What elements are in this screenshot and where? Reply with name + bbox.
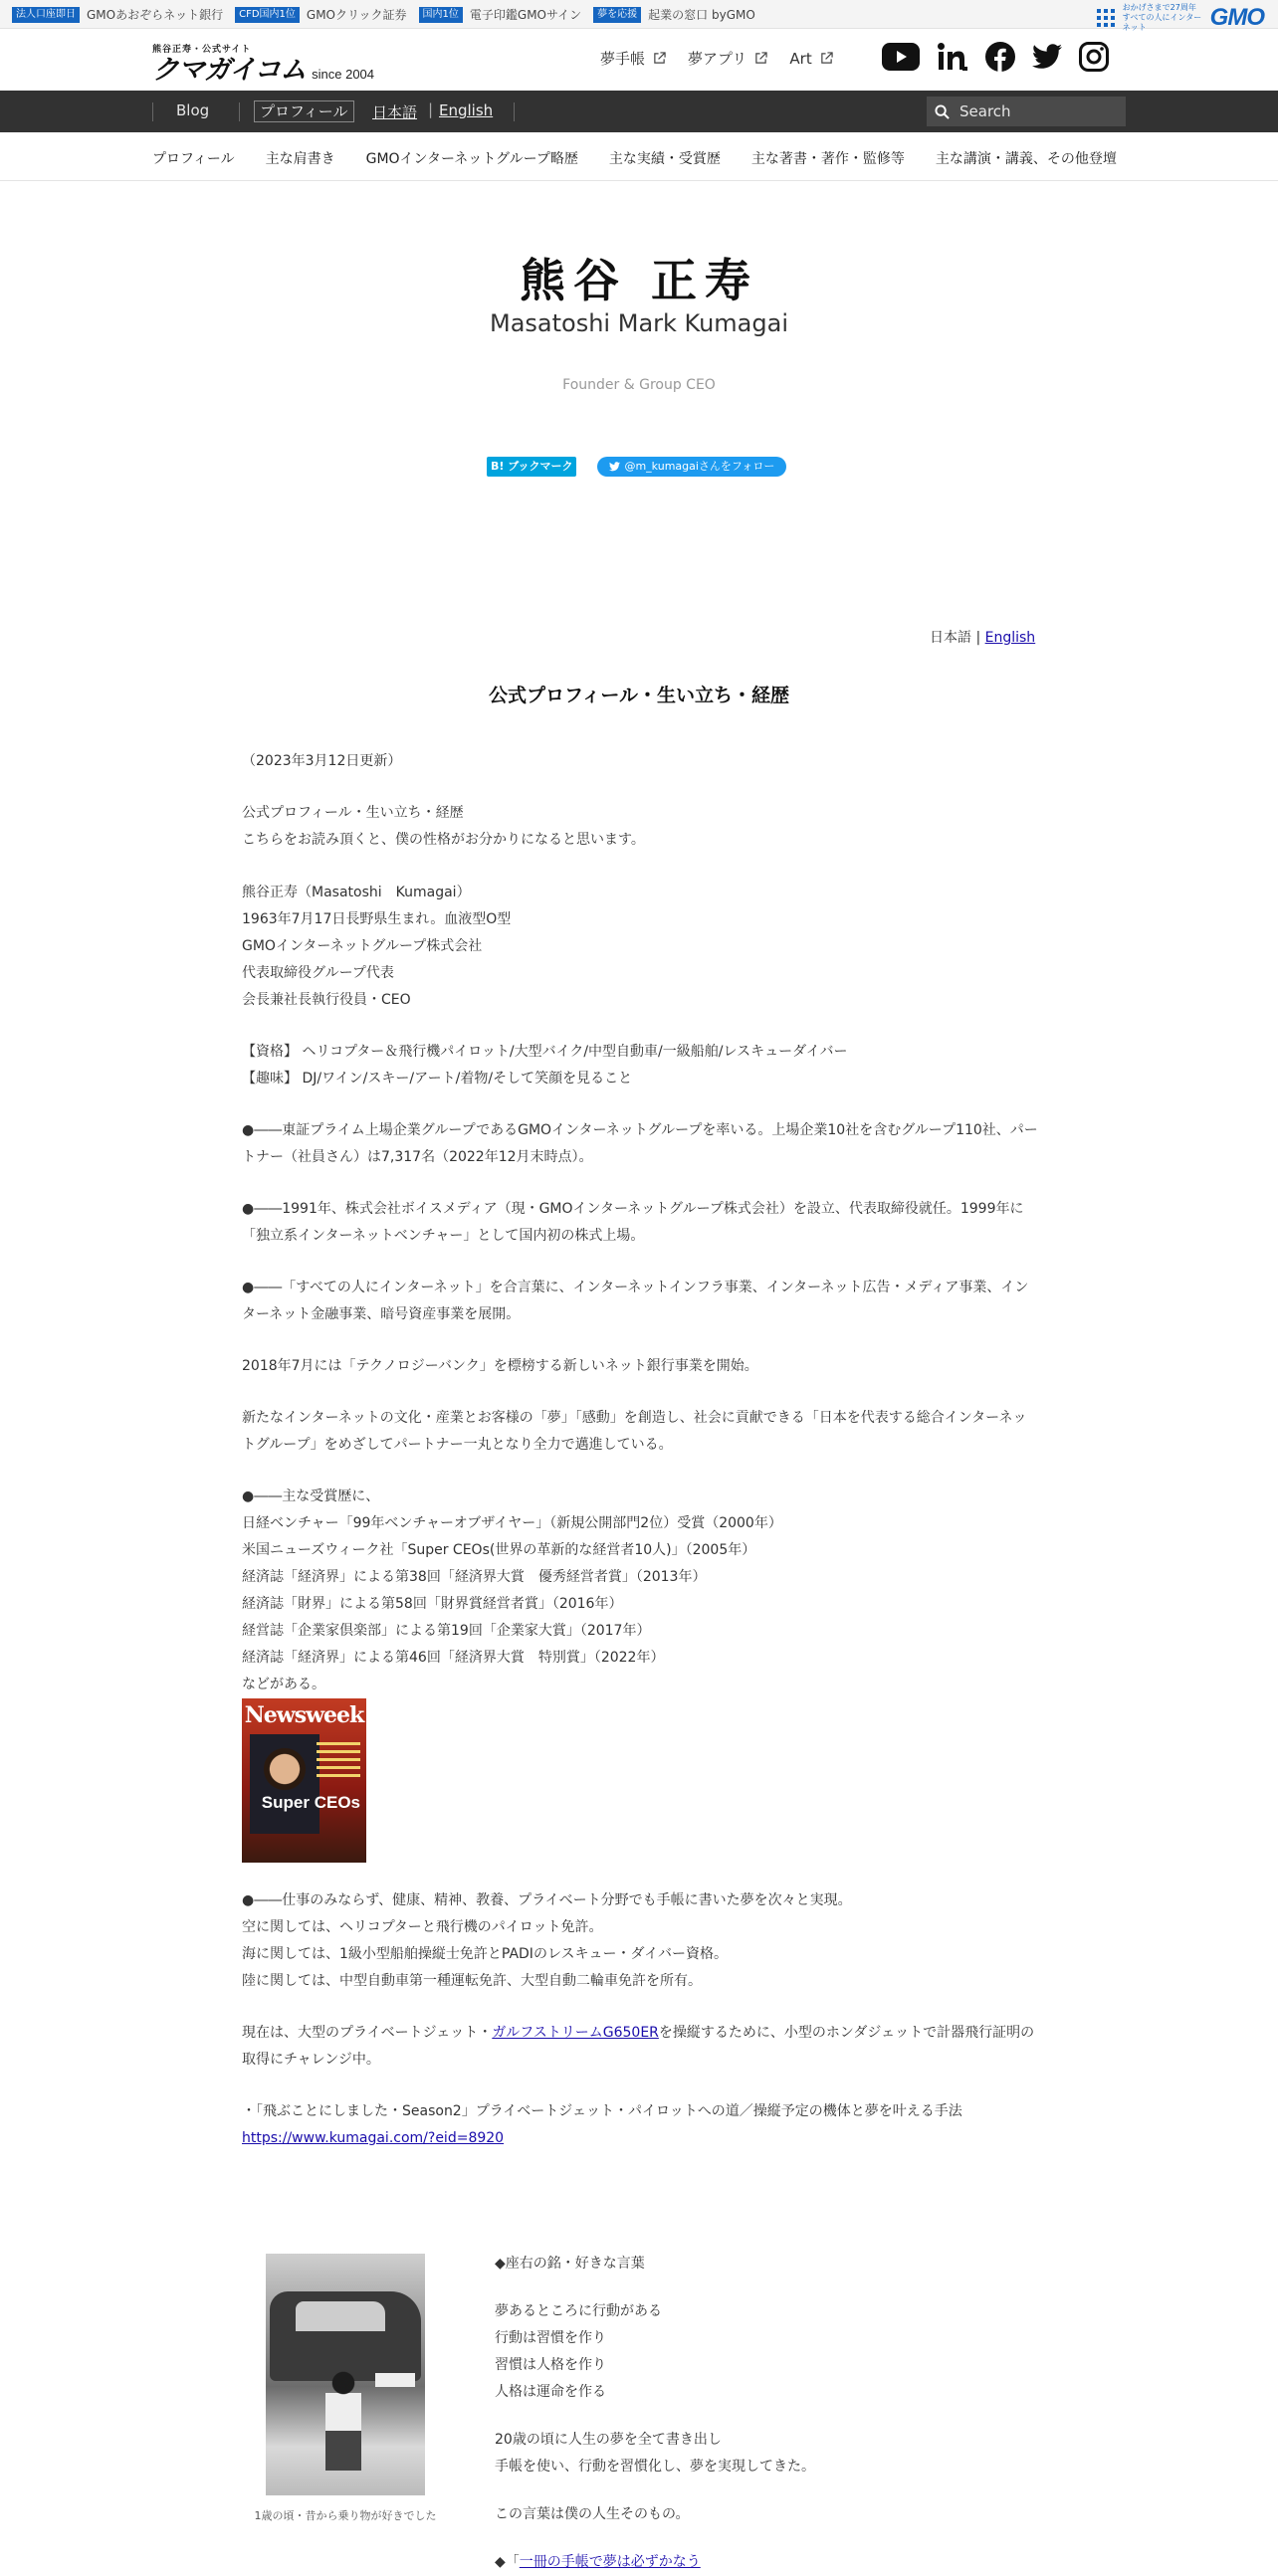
gmo-group-links	[12, 6, 767, 23]
blog-link[interactable]: Blog	[176, 101, 210, 119]
cover-portrait	[250, 1734, 320, 1834]
book-heading-prefix: ◆「	[495, 2554, 520, 2570]
share-buttons	[487, 457, 786, 477]
lang-en-link[interactable]: English	[439, 101, 494, 119]
logo-wordmark	[152, 55, 374, 90]
subnav-gmo-history[interactable]: GMOインターネットグループ略歴	[365, 151, 578, 167]
logo-main-text: クマガイコム	[152, 55, 307, 85]
subnav-profile[interactable]: プロフィール	[152, 151, 235, 167]
profile-subnav	[0, 133, 1278, 181]
techo-book-link[interactable]: 一冊の手帳で夢は必ずかなう	[519, 2554, 701, 2570]
jet-paragraph	[242, 2020, 1038, 2074]
search-icon	[935, 104, 950, 119]
award-line: 米国ニューズウィーク社「Super CEOs(世界の革新的な経営者10人)」（2005年）	[242, 1542, 756, 1558]
bio-line: 熊谷正寿（Masatoshi Kumagai）	[242, 885, 471, 900]
childhood-photo	[266, 2254, 425, 2495]
hatena-bookmark-button[interactable]: B! ブックマーク	[487, 457, 576, 477]
season2-url-link[interactable]: https://www.kumagai.com/?eid=8920	[242, 2130, 505, 2146]
jet-text-before: 現在は、大型のプライベートジェット・	[242, 2025, 493, 2041]
gmo-logo[interactable]: GMO	[1209, 4, 1264, 31]
strip-badge[interactable]: 国内1位	[419, 7, 463, 23]
skills-block	[242, 1039, 1038, 1092]
jet-text-after: を操縦するために、小型のホンダジェットで計器飛行証明の取得にチャレンジ中。	[242, 2025, 1035, 2068]
dream-line: 海に関しては、1級小型船舶操縦士免許とPADIのレスキュー・ダイバー資格。	[242, 1946, 728, 1962]
profile-name-ja: 熊谷 正寿	[519, 254, 758, 307]
nav-label: 夢アプリ	[688, 50, 747, 68]
awards-block	[242, 1484, 1038, 1698]
nav-label: Art	[789, 49, 812, 68]
profile-name-en: Masatoshi Mark Kumagai	[490, 309, 788, 337]
profile-role: Founder & Group CEO	[562, 377, 716, 393]
external-link-icon	[754, 52, 767, 65]
award-line: 経済誌「財界」による第58回「財界賞経営者賞」（2016年）	[242, 1596, 623, 1612]
bio-line: 1963年7月17日長野県生まれ。血液型O型	[242, 911, 512, 927]
nav-yume-techo[interactable]	[600, 48, 666, 69]
social-links	[882, 42, 1126, 72]
photo-caption: 1歳の頃・昔から乗り物が好きでした	[254, 2509, 437, 2522]
external-link-icon	[820, 52, 833, 65]
dream-line: ●――仕事のみならず、健康、精神、教養、プライベート分野でも手帳に書いた夢を次々と実現。	[242, 1892, 852, 1908]
award-line: ●――主な受賞歴に、	[242, 1488, 380, 1504]
motto-note-line: 20歳の頃に人生の夢を全て書き出し	[495, 2432, 722, 2448]
article-lang-en-link[interactable]: English	[984, 630, 1036, 646]
photo-plate	[375, 2373, 415, 2387]
strip-badge[interactable]: 法人口座即日	[12, 7, 80, 23]
profile-link[interactable]: プロフィール	[254, 100, 354, 122]
motto-line: 行動は習慣を作り	[495, 2330, 606, 2346]
motto-line: 夢あるところに行動がある	[495, 2303, 662, 2319]
twitter-follow-button[interactable]	[597, 457, 786, 477]
site-logo[interactable]	[152, 42, 374, 90]
motto-note-line: 手帳を使い、行動を習慣化し、夢を実現してきた。	[495, 2459, 815, 2475]
dark-nav-bar	[0, 91, 1278, 132]
hobbies: 【趣味】 DJ/ワイン/スキー/アート/着物/そして笑顔を見ること	[242, 1071, 633, 1087]
search-input[interactable]	[959, 102, 1119, 120]
award-line: 経済誌「経済界」による第38回「経済界大賞 優秀経営者賞」（2013年）	[242, 1569, 707, 1585]
strip-link-gmo-sign[interactable]: 電子印鑑GMOサイン	[469, 8, 582, 22]
intro-block	[242, 800, 1038, 854]
external-link-icon	[653, 52, 666, 65]
dreams-block	[242, 1887, 1038, 1995]
bio-line: 会長兼社長執行役員・CEO	[242, 992, 411, 1008]
dream-line: 陸に関しては、中型自動車第一種運転免許、大型自動二輪車免許を所有。	[242, 1973, 702, 1989]
article-lang-sep: |	[971, 630, 985, 646]
follow-label: @m_kumagaiさんをフォロー	[624, 460, 775, 473]
instagram-icon[interactable]	[1079, 42, 1109, 72]
header-nav	[600, 48, 855, 69]
paragraph-group: ●――東証プライム上場企業グループであるGMOインターネットグループを率いる。上場企業10社を含むグループ110社、パートナー（社員さん）は7,317名（2022年12月末時点）。	[242, 1122, 1038, 1165]
cover-masthead: Newsweek	[244, 1702, 364, 1728]
intro-line: こちらをお読み頂くと、僕の性格がお分かりになると思います。	[242, 832, 645, 848]
subnav-books[interactable]: 主な著書・著作・監修等	[750, 151, 905, 167]
award-line: などがある。	[242, 1677, 325, 1692]
twitter-icon	[609, 462, 620, 472]
paragraph-vision: 新たなインターネットの文化・産業とお客様の「夢」「感動」を創造し、社会に貢献できる「日本を代表する総合インターネットグループ」をめざしてパートナー一丸となり全力で邁進している。	[242, 1410, 1027, 1453]
motto-heading: ◆座右の銘・好きな言葉	[495, 2256, 645, 2272]
qualifications: 【資格】 ヘリコプター＆飛行機パイロット/大型バイク/中型自動車/一級船舶/レスキューダイバー	[242, 1044, 848, 1060]
gmo-group-strip	[0, 0, 1278, 32]
gmo-brand-area	[1097, 3, 1264, 33]
facebook-icon[interactable]	[985, 42, 1015, 72]
twitter-icon[interactable]	[1032, 44, 1062, 70]
motto-end: この言葉は僕の人生そのもの。	[495, 2506, 690, 2522]
nav-art[interactable]	[789, 48, 832, 69]
gulfstream-link[interactable]: ガルフストリームG650ER	[492, 2025, 659, 2041]
bio-line: 代表取締役グループ代表	[242, 965, 394, 981]
nav-label: 夢手帳	[600, 50, 646, 68]
dream-line: 空に関しては、ヘリコプターと飛行機のパイロット免許。	[242, 1919, 603, 1935]
award-line: 経営誌「企業家倶楽部」による第19回「企業家大賞」（2017年）	[242, 1623, 651, 1639]
photo-car-window	[296, 2301, 385, 2331]
strip-link-aozora-bank[interactable]: GMOあおぞらネット銀行	[87, 8, 224, 22]
cover-text-lines	[317, 1742, 360, 1782]
linkedin-icon[interactable]	[937, 42, 968, 72]
article-title: 公式プロフィール・生い立ち・経歴	[488, 685, 790, 706]
strip-link-click-securities[interactable]: GMOクリック証券	[306, 8, 407, 22]
cover-headline: Super CEOs	[261, 1793, 360, 1812]
award-line: 経済誌「経済界」による第46回「経済界大賞 特別賞」（2022年）	[242, 1650, 665, 1666]
strip-badge[interactable]: CFD国内1位	[235, 7, 300, 23]
article-lang-ja: 日本語	[930, 630, 971, 646]
intro-line: 公式プロフィール・生い立ち・経歴	[242, 805, 464, 821]
strip-link-kigyo-no-mado[interactable]: 起業の窓口 byGMO	[648, 8, 755, 22]
photo-child	[325, 2371, 361, 2471]
paragraph-business: ●――「すべての人にインターネット」を合言葉に、インターネットインフラ事業、インターネット広告・メディア事業、インターネット金融事業、暗号資産事業を展開。	[242, 1280, 1029, 1322]
gmo-tagline: おかげさまで27周年 すべての人にインターネット	[1122, 3, 1202, 32]
lang-separator: |	[428, 100, 434, 118]
bio-line: GMOインターネットグループ株式会社	[242, 938, 483, 954]
season2-block	[242, 2098, 1038, 2152]
article-lang-switch	[930, 627, 1035, 647]
motto-line: 習慣は人格を作り	[495, 2357, 606, 2373]
divider	[239, 102, 240, 121]
strip-badge[interactable]: 夢を応援	[593, 7, 641, 23]
paragraph-bank: 2018年7月には「テクノロジーバンク」を標榜する新しいネット銀行事業を開始。	[242, 1358, 758, 1374]
subnav-lectures[interactable]: 主な講演・講義、その他登壇	[935, 151, 1117, 167]
motto-line: 人格は運命を作る	[495, 2384, 606, 2400]
season2-title: ・「飛ぶことにしました・Season2」プライベートジェット・パイロットへの道／操縦予定の機体と夢を叶える手法	[242, 2103, 962, 2119]
motto-block	[495, 2251, 1052, 2576]
site-header	[0, 30, 1278, 90]
newsweek-cover-image	[242, 1698, 366, 1863]
updated-date: （2023年3月12日更新）	[242, 753, 402, 769]
paragraph-founding: ●――1991年、株式会社ボイスメディア（現・GMOインターネットグループ株式会社）を設立、代表取締役就任。1999年に「独立系インターネットベンチャー」として国内初の株式上場。	[242, 1201, 1024, 1244]
divider	[152, 102, 153, 121]
youtube-icon[interactable]	[882, 43, 920, 71]
search-box	[927, 97, 1126, 126]
subnav-titles[interactable]: 主な肩書き	[265, 151, 335, 167]
grid-menu-icon[interactable]	[1097, 9, 1115, 27]
subnav-achievements[interactable]: 主な実績・受賞歴	[608, 151, 721, 167]
lang-ja-link[interactable]: 日本語	[372, 103, 418, 121]
award-line: 日経ベンチャー「99年ベンチャーオブザイヤー」（新規公開部門2位）受賞（2000年）	[242, 1515, 782, 1531]
divider	[514, 102, 515, 121]
nav-yume-app[interactable]	[688, 48, 767, 69]
logo-since: since 2004	[312, 67, 375, 82]
book-heading	[495, 2549, 1052, 2576]
logo-subtitle: 熊谷正寿・公式サイト	[152, 45, 252, 55]
bio-block	[242, 880, 1038, 1014]
